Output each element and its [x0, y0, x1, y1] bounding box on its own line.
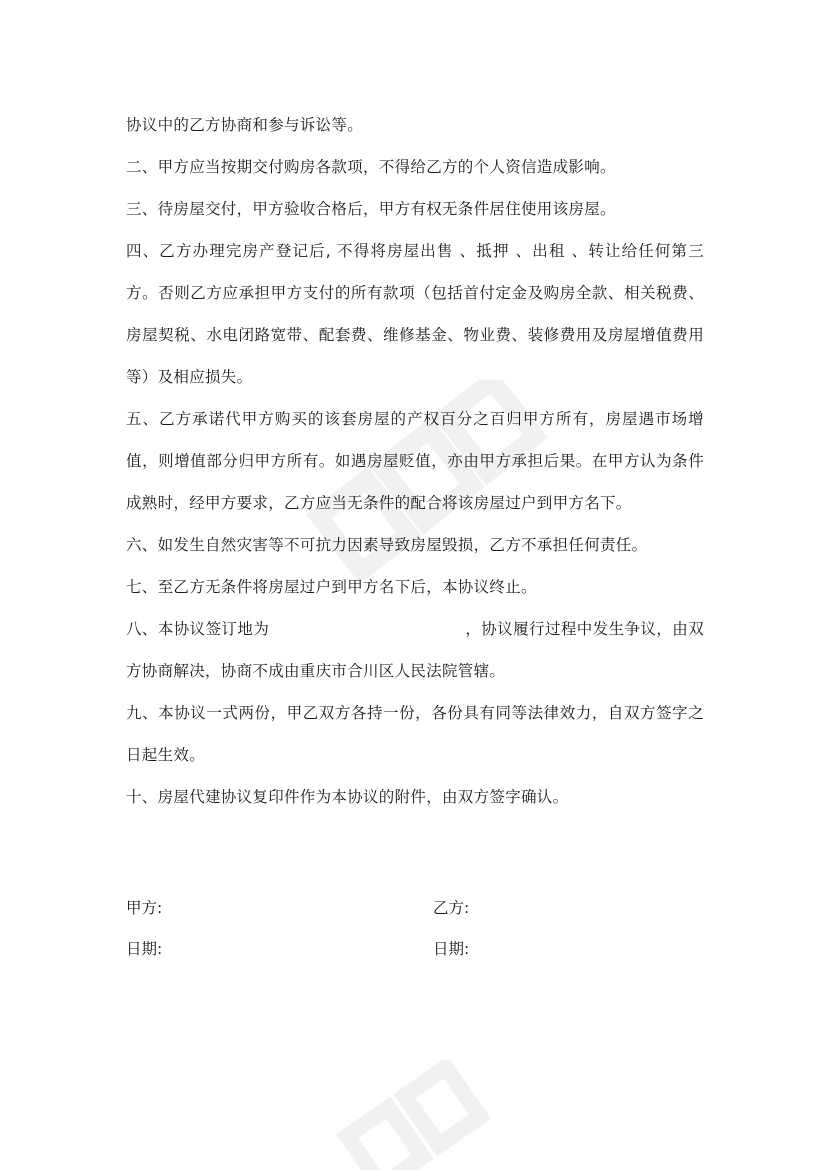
clause-5: 五、乙方承诺代甲方购买的该套房屋的产权百分之百归甲方所有，房屋遇市场增值，则增值部分归甲方所有。如遇房屋贬值，亦由甲方承担后果。在甲方认为条件成熟时，经甲方要求，乙方应当无条件的配合将该房屋过户到甲方名下。 [126, 410, 704, 512]
watermark-graphic [330, 1060, 530, 1170]
clause-continuation: 协议中的乙方协商和参与诉讼等。 [126, 116, 364, 134]
clause-8 [126, 608, 704, 692]
clause-8-lead: 八、本协议签订地为 [126, 620, 270, 638]
clause-7: 七、至乙方无条件将房屋过户到甲方名下后，本协议终止。 [126, 578, 537, 596]
clause-3: 三、待房屋交付，甲方验收合格后，甲方有权无条件居住使用该房屋。 [126, 200, 616, 218]
party-a-signature-label: 甲方: [126, 899, 163, 917]
agreement-body [126, 104, 704, 818]
party-a-date-label: 日期: [126, 940, 163, 958]
party-b-signature-label: 乙方: [433, 899, 470, 917]
clause-2: 二、甲方应当按期交付购房各款项，不得给乙方的个人资信造成影响。 [126, 158, 616, 176]
party-b-date-label: 日期: [433, 940, 470, 958]
clause-6: 六、如发生自然灾害等不可抗力因素导致房屋毁损，乙方不承担任何责任。 [126, 536, 648, 554]
clause-8-rest: ，协议履行过程中发生争议，由双方协商解决，协商不成由重庆市合川区人民法院管辖。 [126, 620, 704, 680]
clause-4: 四、乙方办理完房产登记后, 不得将房屋出售 、抵押 、出租 、转让给任何第三方。否则乙方应承担甲方支付的所有款项（包括首付定金及购房全款、相关税费、房屋契税、水电闭路宽带、配套费、维修基金、物业费、装修费用及房屋增值费用等）及相应损失。 [126, 242, 704, 386]
clause-9: 九、本协议一式两份，甲乙双方各持一份，各份具有同等法律效力，自双方签字之日起生效。 [126, 704, 704, 764]
clause-10: 十、房屋代建协议复印件作为本协议的附件，由双方签字确认。 [126, 788, 569, 806]
